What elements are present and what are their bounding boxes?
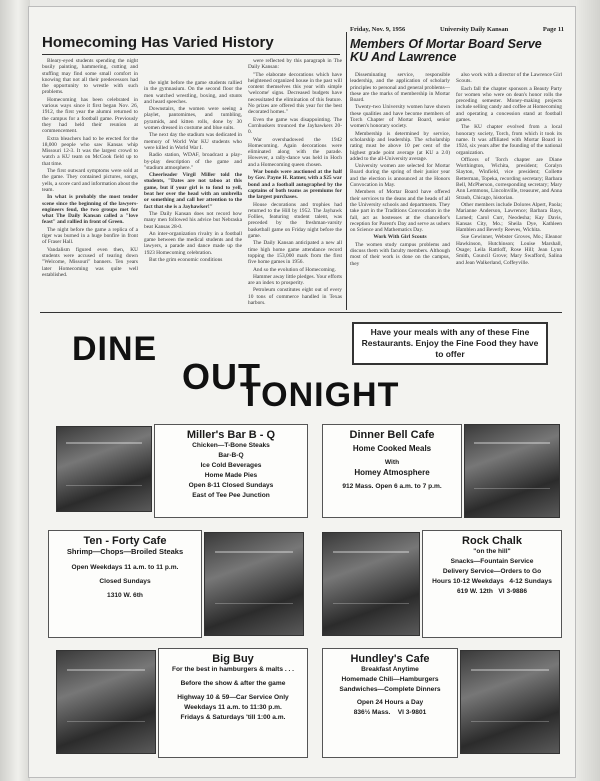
homecoming-headline: Homecoming Has Varied History [42, 34, 274, 51]
homecoming-column-1 [42, 58, 138, 310]
paragraph: Membership is determined by service, scholarship and leadership. The scholarship rating must be above 10 per cent of the highest grade point average (at KU a 2.0) added to the all-University average. [350, 130, 450, 162]
paragraph: The women study campus problems and discuss them with faculty members. Although most of their work is done on the campus, they [350, 241, 450, 267]
ad-line: Chicken—T-Bone Steaks [192, 442, 270, 449]
masthead-paper: University Daily Kansan [439, 26, 509, 33]
paragraph: Vandalism figured even then, KU students were accused of tearing down "Welcome, Missouri" banners. Ten years later Homecoming was quite well established. [42, 246, 138, 278]
hundleys-name: Hundley's Cafe [350, 653, 430, 665]
paragraph: But the grim economic conditions [149, 257, 223, 264]
ad-line: 912 Mass. Open 6 a.m. to 7 p.m. [342, 483, 442, 490]
paragraph: House decorations and trophies had returned to the Hill by 1952. The Jayhawk Follies, featuring student talent, was preceded by the freshman-varsity basketball game on Friday night before the game. [248, 201, 342, 240]
ad-line: Homemade Chili—Hamburgers [341, 676, 439, 683]
paragraph: "The elaborate decorations which have heightened organized house in the past will content themselves this year with simple 'welcome' signs. Decreased budgets have necessitated the elimination of this feature. No prizes are offered this year for the best decorated homes." [248, 71, 342, 116]
masthead-date: Friday, Nov. 9, 1956 [350, 26, 406, 33]
ad-line: Highway 10 & 59—Car Service Only [177, 694, 289, 701]
promo-box: Have your meals with any of these Fine Restaurants. Enjoy the Fine Food they have to offer [352, 322, 548, 365]
paragraph: Petroleum constitutes eight out of every 10 tons of commerce handled in Texas harbors. [248, 287, 342, 306]
dinnerbell-photo [464, 424, 560, 518]
rockchalk-ad [422, 530, 562, 638]
paragraph: The night before the game a replica of a tiger was burned in a huge bonfire in front of Fraser Hall. [42, 226, 138, 246]
paragraph: Each fall the chapter sponsors a Beauty Party for women who were on dean's honor rolls the preceding semester. Money-making projects include selling candy and coffee at Homecoming and operating a concession stand at football games. [456, 85, 562, 124]
bigbuy-ad [158, 648, 308, 758]
ad-line: 1310 W. 6th [107, 592, 143, 599]
ad-line: Ice Cold Beverages [200, 462, 262, 469]
tenforty-name: Ten - Forty Cafe [83, 535, 167, 547]
rockchalk-name: Rock Chalk [462, 535, 522, 547]
mortar-board-column-2 [456, 72, 562, 310]
tenforty-photo [204, 532, 304, 636]
ad-line: With [384, 459, 400, 466]
homecoming-column-3 [248, 58, 342, 310]
address: 619 W. 12th [456, 588, 493, 595]
paragraph: War bonds were auctioned at the half by Gov. Payne H. Ratner, with a $25 war bond and a football autographed by the captains of both teams as premiums for the largest purchases. [248, 169, 342, 201]
paragraph: Officers of Torch chapter are Diane Worthington, Wichita, president; Coralyn Slayton, Winfield, vice president; Collette Betterman, Topeka, recording secretary; Barbara Bell, McPherson, corresponding secretary; Mary Ann Lemmons, Lincolnville, treasurer, and Anna Straub, Chicago, historian. [456, 156, 562, 201]
paragraph: Radio station, WDAF, broadcast a play-by-play description of the game and "stadium atmosphere." [144, 152, 242, 171]
ad-line [423, 587, 561, 597]
masthead [350, 26, 564, 33]
ad-line: Open 8-11 Closed Sundays [188, 482, 274, 489]
paragraph: The Daily Kansan anticipated a new all time high home game attendance record topping the 153,000 mark from the first five home games in 1956. [248, 240, 342, 266]
column-divider [346, 32, 347, 310]
bigbuy-name: Big Buy [212, 653, 254, 665]
paragraph: Downstairs, the women were seeing a playlet, pantomimes, and tumbling, pyramids, and kitten rolls, done by 30 women dressed in costume and blue suits. [144, 106, 242, 132]
ad-line: Home Cooked Meals [352, 444, 432, 453]
paragraph: Sue Gewinner, Webster Groves, Mo.; Eleanor Hawkinson, Hutchinson; Louise Marshall, Osage; Leila Rattloff, Rose Hill; Jean Lynn Smith, Council Grove; Mary Swafford, Salina and Jean Walkerland, Coffeyville. [456, 234, 562, 266]
paragraph: The first outward symptoms were sold at the game. They contained pictures, songs, yells, a score card and information about the team. [42, 168, 138, 193]
paragraph: In what is probably the most tender scene since the beginning of the lawyers-engineers feud, the two groups met for what The Daily Kansan called a "love feast" and rallied in front of Green. [42, 194, 138, 226]
ad-line: Weekdays 11 a.m. to 11:30 p.m. [184, 704, 282, 711]
ad-line: Fridays & Saturdays 'till 1:00 a.m. [180, 714, 286, 721]
ad-line: Home Made Pies [204, 472, 258, 479]
paragraph: also work with a director of the Lawrence Girl Scouts. [456, 72, 562, 85]
bigbuy-photo [56, 650, 156, 754]
hundleys-photo [460, 650, 560, 754]
dine-title: DINE [72, 330, 158, 368]
paragraph: An inter-organization rivalry in a football game between the medical students and the lawyers, a parade and dance made up the 1923 Homecoming celebration. [144, 230, 242, 256]
paragraph: The KU chapter evolved from a local honorary society, Torch, from which it took its name. It was affiliated with Mortar Board in 1924, six years after the founding of the national organization. [456, 124, 562, 156]
paragraph: were reflected by this paragraph in The Daily Kansan: [248, 58, 342, 71]
millers-photo [56, 426, 152, 512]
dinnerbell-name: Dinner Bell Cafe [349, 429, 435, 441]
paragraph: Homecoming has been celebrated in various ways since it first began Nov. 26, 1912, the first year the alumni returned to the campus for a football game. Previously they had held their reunion at commencement. [42, 96, 138, 135]
paragraph: Even the game was disappointing. The Cornhuskers trounced the Jayhawkers 20-0. [248, 116, 342, 136]
paragraph: The next day the stadium was dedicated in memory of World War KU students who were killed in World War I. [144, 132, 242, 151]
subhead: Work With Girl Scouts [373, 234, 427, 241]
paragraph: Members of Mortar Board have offered their services to the deans and the heads of all the University schools and departments. They take part in the Traditions Convocation in the fall, act as hostesses at the chancellor's reception for Parent's Day and serve as ushers on Science and Mathematics Day. [350, 189, 450, 234]
dinnerbell-ad [322, 424, 462, 518]
paragraph: Disseminating service, responsible leadership, and the application of scholarly principles to personal and general problems—these are the marks of membership in Mortar Board. [350, 72, 450, 104]
homecoming-column-2 [144, 80, 242, 310]
ad-line: Open Weekdays 11 a.m. to 11 p.m. [71, 564, 179, 571]
hundleys-ad [322, 648, 458, 758]
ad-line [323, 708, 457, 718]
paragraph: War overshadowed the 1942 Homecoming. Again decorations were eliminated along with the parade. However, a rally-dance was held in Hoch and a Homecoming queen chosen. [248, 136, 342, 168]
tenforty-ad [48, 530, 202, 638]
address: 836½ Mass. [353, 709, 391, 716]
mortar-board-column-1 [350, 72, 450, 310]
section-rule [40, 312, 562, 313]
ad-line: For the best in hamburgers & malts . . . [171, 666, 294, 673]
paragraph: And so the evolution of Homecoming. [253, 266, 336, 273]
ad-line: Open 24 Hours a Day [356, 699, 424, 706]
ad-line: Sandwiches—Complete Dinners [339, 686, 441, 693]
ad-line: Shrimp—Chops—Broiled Steaks [66, 547, 184, 556]
paragraph: Extra bleachers had to be erected for the 18,000 people who saw Kansas whip Missouri 12-3. It was the largest crowd to watch a KU team on McCook field up to that time. [42, 135, 138, 167]
hours-weekdays: Hours 10-12 Weekdays [432, 578, 504, 585]
paragraph: University women are selected for Mortar Board during the spring of their junior year and the election is announced at the Honors Convocation in May. [350, 163, 450, 189]
page-fold-right [576, 0, 600, 781]
ad-line [423, 577, 561, 587]
mortar-board-headline: Members Of Mortar Board Serve KU And Lawrence [350, 37, 542, 65]
millers-ad [154, 424, 308, 518]
phone: VI 3-9886 [498, 588, 527, 595]
ad-line: Bar-B-Q [218, 452, 244, 459]
page-fold-left [0, 0, 30, 781]
paragraph: The Daily Kansan does not record how many men followed his advice but Nebraska beat Kansas 28-0. [144, 210, 242, 230]
phone: VI 3-9801 [397, 709, 427, 716]
millers-name: Miller's Bar B - Q [186, 429, 276, 441]
ad-line: Snacks—Fountain Service [450, 558, 534, 565]
out-title: OUT [182, 356, 261, 397]
hours-sundays: 4-12 Sundays [509, 578, 552, 585]
ad-line: Closed Sundays [99, 578, 151, 585]
ad-line: Breakfast Anytime [361, 666, 419, 673]
ad-line: "on the hill" [473, 548, 511, 555]
headline-rule [42, 54, 340, 55]
paragraph: Twenty-two University women have shown these qualities and have become members of Torch Chapter of Mortar Board, senior women's honorary society. [350, 104, 450, 130]
ad-line: Homey Atmosphere [354, 468, 430, 477]
ad-line: Before the show & after the game [180, 680, 286, 687]
paragraph: Bleary-eyed students spending the night busily painting, hammering, cutting and stuffing may find some small comfort in knowing that not all their predecessors had the opportunity to wrestle with such problems. [42, 58, 138, 96]
ad-line: East of Tee Pee Junction [192, 492, 270, 499]
paragraph: Hammer away little pledges. Your efforts are an index to prosperity. [248, 273, 342, 287]
ad-line: Delivery Service—Orders to Go [442, 568, 542, 575]
rockchalk-photo [322, 532, 420, 636]
paragraph: the night before the game students rallied in the gymnasium. On the second floor the men watched wrestling, boxing, and stunts and heard speeches. [144, 80, 242, 105]
paragraph: Cheerleader Virgil Miller told the students, "Dates are not taboo at this game, but if your girl is to fond to yell, beat her over the head with an umbrella or something and call her attention to the fact that she is a Jayhawker!" [144, 172, 242, 210]
tonight-title: TONIGHT [240, 376, 400, 414]
paragraph: Other members include Dolores Alpert, Paola; Marianne Anderson, Lawrence; Barbara Bays, Larned; Carol Curr, Neodesha; Kay Davis, Kansas City, Mo.; Sheila Dye, Kathleen Hamblen and Beverly Reeves, Wichita. [456, 201, 562, 234]
masthead-page: Page 11 [542, 26, 564, 33]
